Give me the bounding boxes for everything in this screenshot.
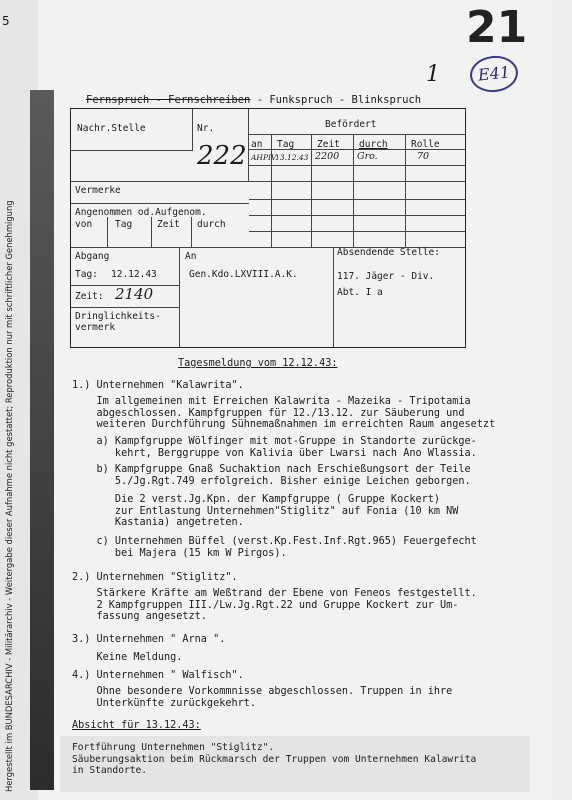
absendende-value: 117. Jäger - Div. Abt. I a: [337, 271, 435, 298]
section-2-body: Stärkere Kräfte am Weßtrand der Ebene von Feneos festgestellt. 2 Kampfgruppen III./Lw.Jg.Rgt.22 und Gruppe Kockert zur Um- fassung angesetzt.: [96, 588, 477, 623]
col-tag: Tag: [277, 139, 295, 150]
archive-strip: [30, 90, 54, 790]
handwritten-one: 1: [426, 62, 440, 87]
section-4-body: Ohne besondere Vorkommnisse abgeschlossen. Truppen in ihre Unterkünfte zurückgekehrt.: [96, 686, 453, 709]
row-rolle: 70: [417, 151, 430, 162]
befoerdert-cell: [249, 109, 465, 135]
row-zeit: 2200: [315, 151, 340, 162]
remaining-types: - Funkspruch - Blinkspruch: [250, 94, 422, 106]
col-an: an: [251, 139, 263, 150]
grid-line: [405, 135, 406, 247]
report-title: Tagesmeldung vom 12.12.43:: [178, 358, 338, 369]
tag-label: Tag:: [75, 269, 98, 280]
section-3-heading: 3.) Unternehmen " Arna ".: [72, 634, 226, 645]
ang-col-zeit: Zeit: [157, 219, 180, 230]
row-an: AHPIV: [251, 153, 277, 162]
section-1-b-cont: Die 2 verst.Jg.Kpn. der Kampfgruppe ( Gruppe Kockert) zur Entlastung Unternehmen"Stiglitz" auf Fonia (10 km NW Kastania) angetreten.: [114, 494, 459, 529]
ang-col-durch: durch: [197, 219, 226, 230]
nachr-stelle-cell: [71, 109, 193, 151]
section-3-body: Keine Meldung.: [72, 652, 183, 663]
grid-line: [249, 199, 465, 200]
grid-line: [249, 215, 465, 216]
tag-value: 12.12.43: [111, 269, 157, 280]
grid-line: [179, 247, 180, 347]
an-value: Gen.Kdo.LXVIII.A.K.: [189, 269, 298, 280]
grid-line: [249, 181, 465, 182]
row-tag: 13.12.43: [275, 153, 309, 162]
absicht-body: Fortführung Unternehmen "Stiglitz". Säuberungsaktion beim Rückmarsch der Truppen vom Unternehmen Kalawrita in Standorte.: [72, 742, 477, 777]
circled-note: E41: [468, 54, 520, 95]
section-1-a: a) Kampfgruppe Wölfinger mit mot-Gruppe in Standorte zurückge- kehrt, Berggruppe von Kalivia über Lwarsi nach Ano Wlassia.: [96, 436, 477, 459]
grid-line: [249, 165, 465, 166]
ang-col-tag: Tag: [115, 219, 133, 230]
grid-line: [353, 135, 354, 247]
nr-cell: [193, 109, 249, 181]
befoerdert-label: Befördert: [325, 119, 377, 130]
message-form: [70, 108, 466, 348]
section-2-heading: 2.) Unternehmen "Stiglitz".: [72, 572, 238, 583]
section-1-b: b) Kampfgruppe Gnaß Suchaktion nach Erschießungsort der Teile 5./Jg.Rgt.749 erfolgreich. Bisher einige Leichen geborgen.: [96, 464, 471, 487]
vermerke-label: Vermerke: [75, 185, 121, 196]
dringlich-label: Dringlichkeits- vermerk: [75, 311, 161, 333]
an-label: An: [185, 251, 197, 262]
grid-line: [71, 203, 249, 204]
struck-types: Fernspruch - Fernschreiben: [86, 94, 251, 106]
nachr-stelle-label: Nachr.Stelle: [77, 123, 146, 134]
corner-mark: 5: [2, 14, 10, 28]
zeit-value: 2140: [115, 285, 154, 303]
page-number: 21: [466, 2, 528, 53]
angenommen-label: Angenommen od.Aufgenom.: [75, 207, 207, 218]
absendende-label: Absendende Stelle:: [337, 247, 440, 258]
zeit-label: Zeit:: [75, 291, 104, 302]
grid-line: [311, 135, 312, 247]
grid-line: [71, 307, 179, 308]
grid-line: [249, 149, 465, 150]
absicht-heading: Absicht für 13.12.43:: [72, 720, 201, 731]
row-durch: Gro.: [357, 151, 378, 162]
grid-line: [271, 135, 272, 247]
section-1-c: c) Unternehmen Büffel (verst.Kp.Fest.Inf.Rgt.965) Feuergefecht bei Majera (15 km W Pirgos).: [96, 536, 477, 559]
col-zeit: Zeit: [317, 139, 340, 150]
nr-value: 222: [197, 141, 247, 171]
col-durch: durch: [359, 139, 388, 150]
section-1-body: Im allgemeinen mit Erreichen Kalawrita - Mazeika - Tripotamia abgeschlossen. Kampfgruppen für 12./13.12. zur Säuberung und weiteren Durchführung Sühnemaßnahmen im erreichten Raum angesetzt: [96, 396, 496, 431]
ang-col-von: von: [75, 219, 93, 230]
grid-line: [107, 217, 108, 247]
section-4-heading: 4.) Unternehmen " Walfisch".: [72, 670, 244, 681]
grid-line: [71, 181, 249, 182]
nr-label: Nr.: [197, 123, 215, 134]
abgang-label: Abgang: [75, 251, 110, 262]
grid-line: [191, 217, 192, 247]
grid-line: [333, 247, 334, 347]
grid-line: [151, 217, 152, 247]
archive-stamp: Hergestellt im BUNDESARCHIV - Militärarchiv - Weitergabe dieser Aufnahme nicht gestattet; Reproduktion nur mit schriftlicher Genehmigung: [4, 200, 14, 792]
message-type-header: [86, 94, 421, 106]
grid-line: [249, 231, 465, 232]
col-rolle: Rolle: [411, 139, 440, 150]
section-1-heading: 1.) Unternehmen "Kalawrita".: [72, 380, 244, 391]
